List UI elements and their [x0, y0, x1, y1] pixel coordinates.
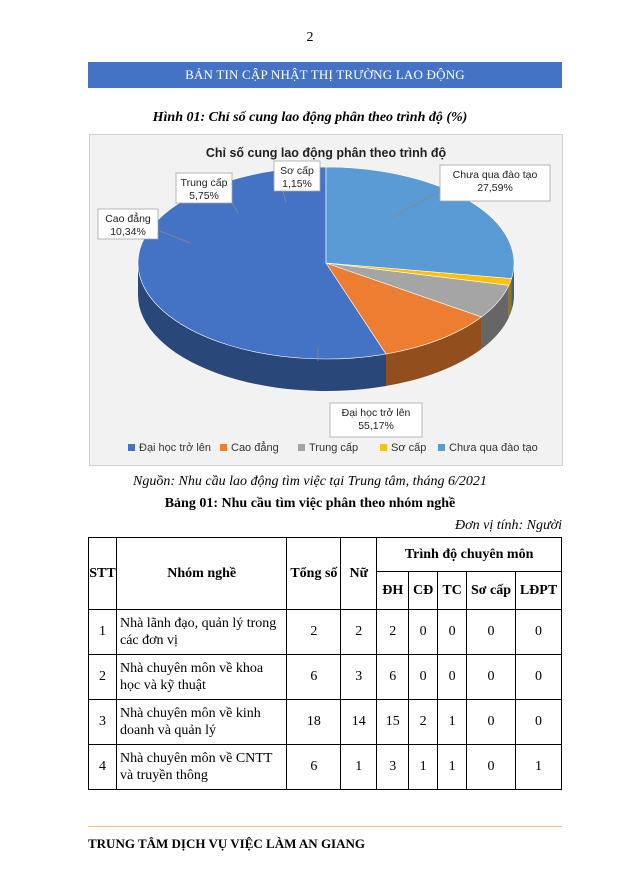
legend-entry: Sơ cấp	[391, 442, 427, 454]
legend-entry: Chưa qua đào tạo	[449, 442, 538, 454]
row-female: 3	[341, 655, 377, 700]
row-female: 1	[341, 745, 377, 790]
row-so-cap: 0	[467, 700, 516, 745]
row-cd: 1	[409, 745, 438, 790]
slice-value-label: 10,34%	[110, 226, 146, 238]
header-level: Trình độ chuyên môn	[377, 538, 562, 572]
row-tc: 1	[438, 700, 467, 745]
header-ldpt: LĐPT	[515, 572, 561, 610]
chart-title: Chỉ số cung lao động phân theo trình độ	[205, 146, 447, 160]
unit-label: Đơn vị tính: Người	[455, 518, 562, 533]
row-group: Nhà chuyên môn về CNTT và truyền thông	[116, 745, 286, 790]
row-female: 14	[341, 700, 377, 745]
table-row	[89, 655, 562, 700]
legend-swatch	[438, 444, 445, 451]
row-so-cap: 0	[467, 610, 516, 655]
row-cd: 0	[409, 655, 438, 700]
row-dh: 6	[377, 655, 409, 700]
row-group: Nhà lãnh đạo, quản lý trong các đơn vị	[116, 610, 286, 655]
header-group: Nhóm nghề	[116, 538, 286, 610]
header-female: Nữ	[341, 538, 377, 610]
legend-entry: Cao đẳng	[231, 442, 279, 454]
slice-label: Chưa qua đào tạo	[452, 169, 538, 181]
newsletter-banner: BẢN TIN CẬP NHẬT THỊ TRƯỜNG LAO ĐỘNG	[88, 62, 562, 88]
legend-swatch	[128, 444, 135, 451]
page-number: 2	[306, 30, 314, 45]
slice-label: Sơ cấp	[280, 165, 314, 177]
table-row	[89, 700, 562, 745]
footer-divider	[88, 826, 562, 827]
slice-value-label: 27,59%	[477, 182, 513, 194]
figure-title: Hình 01: Chỉ số cung lao động phân theo trình độ (%)	[152, 110, 468, 125]
row-total: 18	[287, 700, 341, 745]
pie-chart	[89, 134, 563, 466]
slice-value-label: 55,17%	[358, 420, 394, 432]
row-dh: 2	[377, 610, 409, 655]
row-dh: 15	[377, 700, 409, 745]
pie-chart-canvas	[90, 135, 562, 465]
legend-entry: Trung cấp	[309, 442, 359, 454]
row-ldpt: 0	[515, 610, 561, 655]
row-stt: 3	[89, 700, 117, 745]
row-total: 6	[287, 655, 341, 700]
legend-swatch	[220, 444, 227, 451]
row-cd: 0	[409, 610, 438, 655]
slice-label: Cao đẳng	[105, 213, 151, 225]
chart-source: Nguồn: Nhu cầu lao động tìm việc tại Trung tâm, tháng 6/2021	[133, 474, 487, 489]
table-row	[89, 610, 562, 655]
footer-org-name: TRUNG TÂM DỊCH VỤ VIỆC LÀM AN GIANG	[88, 836, 365, 851]
row-dh: 3	[377, 745, 409, 790]
row-group: Nhà chuyên môn về khoa học và kỹ thuật	[116, 655, 286, 700]
row-tc: 1	[438, 745, 467, 790]
row-tc: 0	[438, 610, 467, 655]
slice-label: Trung cấp	[180, 177, 228, 189]
job-demand-table	[88, 537, 562, 790]
row-female: 2	[341, 610, 377, 655]
header-tc: TC	[438, 572, 467, 610]
header-cd: CĐ	[409, 572, 438, 610]
row-stt: 4	[89, 745, 117, 790]
header-total: Tổng số	[287, 538, 341, 610]
row-so-cap: 0	[467, 655, 516, 700]
legend-swatch	[380, 444, 387, 451]
row-cd: 2	[409, 700, 438, 745]
header-dh: ĐH	[377, 572, 409, 610]
slice-value-label: 5,75%	[189, 190, 219, 202]
row-stt: 1	[89, 610, 117, 655]
slice-label: Đại học trở lên	[341, 407, 411, 419]
row-stt: 2	[89, 655, 117, 700]
table-row	[89, 745, 562, 790]
row-ldpt: 1	[515, 745, 561, 790]
header-so-cap: Sơ cấp	[467, 572, 516, 610]
row-total: 6	[287, 745, 341, 790]
row-so-cap: 0	[467, 745, 516, 790]
row-ldpt: 0	[515, 655, 561, 700]
row-total: 2	[287, 610, 341, 655]
slice-value-label: 1,15%	[282, 178, 312, 190]
row-group: Nhà chuyên môn về kinh doanh và quản lý	[116, 700, 286, 745]
row-ldpt: 0	[515, 700, 561, 745]
legend-swatch	[298, 444, 305, 451]
header-stt: STT	[89, 538, 117, 610]
table-title: Bảng 01: Nhu cầu tìm việc phân theo nhóm nghề	[164, 496, 456, 511]
row-tc: 0	[438, 655, 467, 700]
legend-entry: Đại học trở lên	[139, 442, 212, 454]
